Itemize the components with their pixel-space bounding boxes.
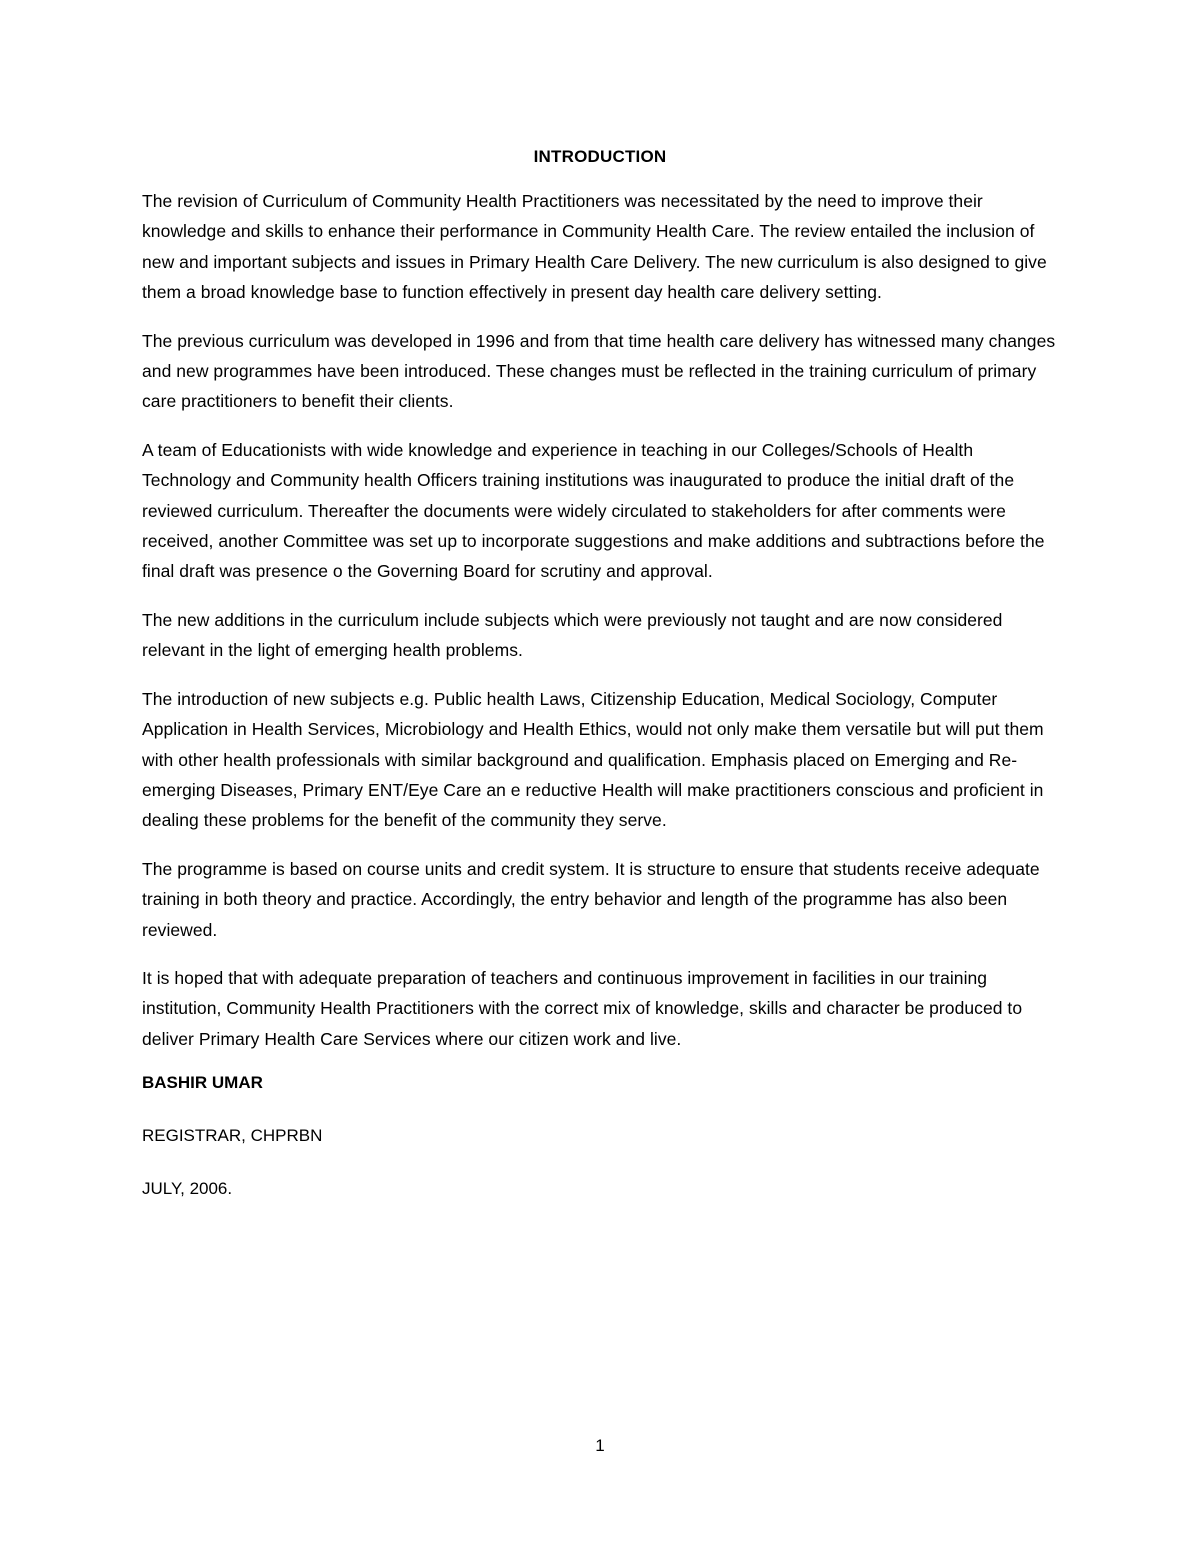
paragraph-5: The introduction of new subjects e.g. Public health Laws, Citizenship Education, Medical Sociology, Computer Application in Health Services, Microbiology and Health Ethics, would not only make them versatile but will put them with other health professionals with similar background and qualification. Emphasis placed on Emerging and Re-emerging Diseases, Primary ENT/Eye Care an e reductive Health will make practitioners conscious and proficient in dealing these problems for the benefit of the community they serve. <box>142 688 1044 831</box>
page-title: INTRODUCTION <box>533 147 667 166</box>
paragraph-3: A team of Educationists with wide knowledge and experience in teaching in our Colleges/Schools of Health Technology and Community health Officers training institutions was inaugurated to produce the initial draft of the reviewed curriculum. Thereafter the documents were widely circulated to stakeholders for after comments were received, another Committee was set up to incorporate suggestions and make additions and subtractions before the final draft was presence o the Governing Board for scrutiny and approval. <box>142 439 1045 582</box>
page-number: 1 <box>595 1436 605 1455</box>
paragraph-2: The previous curriculum was developed in 1996 and from that time health care delivery has witnessed many changes and new programmes have been introduced. These changes must be reflected in the training curriculum of primary care practitioners to benefit their clients. <box>142 330 1056 412</box>
paragraph-7: It is hoped that with adequate preparation of teachers and continuous improvement in facilities in our training institution, Community Health Practitioners with the correct mix of knowledge, skills and character be produced to deliver Primary Health Care Services where our citizen work and live. <box>142 967 1023 1049</box>
paragraph-6: The programme is based on course units and credit system. It is structure to ensure that students receive adequate training in both theory and practice. Accordingly, the entry behavior and length of the programme has also been reviewed. <box>142 858 1040 940</box>
signature-date: JULY, 2006. <box>142 1179 233 1199</box>
signatory-position: REGISTRAR, CHPRBN <box>142 1126 323 1146</box>
signatory-name: BASHIR UMAR <box>142 1073 263 1093</box>
paragraph-4: The new additions in the curriculum include subjects which were previously not taught and are now considered relevant in the light of emerging health problems. <box>142 609 1003 661</box>
paragraph-1: The revision of Curriculum of Community Health Practitioners was necessitated by the need to improve their knowledge and skills to enhance their performance in Community Health Care. The review entailed the inclusion of new and important subjects and issues in Primary Health Care Delivery. The new curriculum is also designed to give them a broad knowledge base to function effectively in present day health care delivery setting. <box>142 191 1047 303</box>
document-body <box>142 146 1058 1231</box>
